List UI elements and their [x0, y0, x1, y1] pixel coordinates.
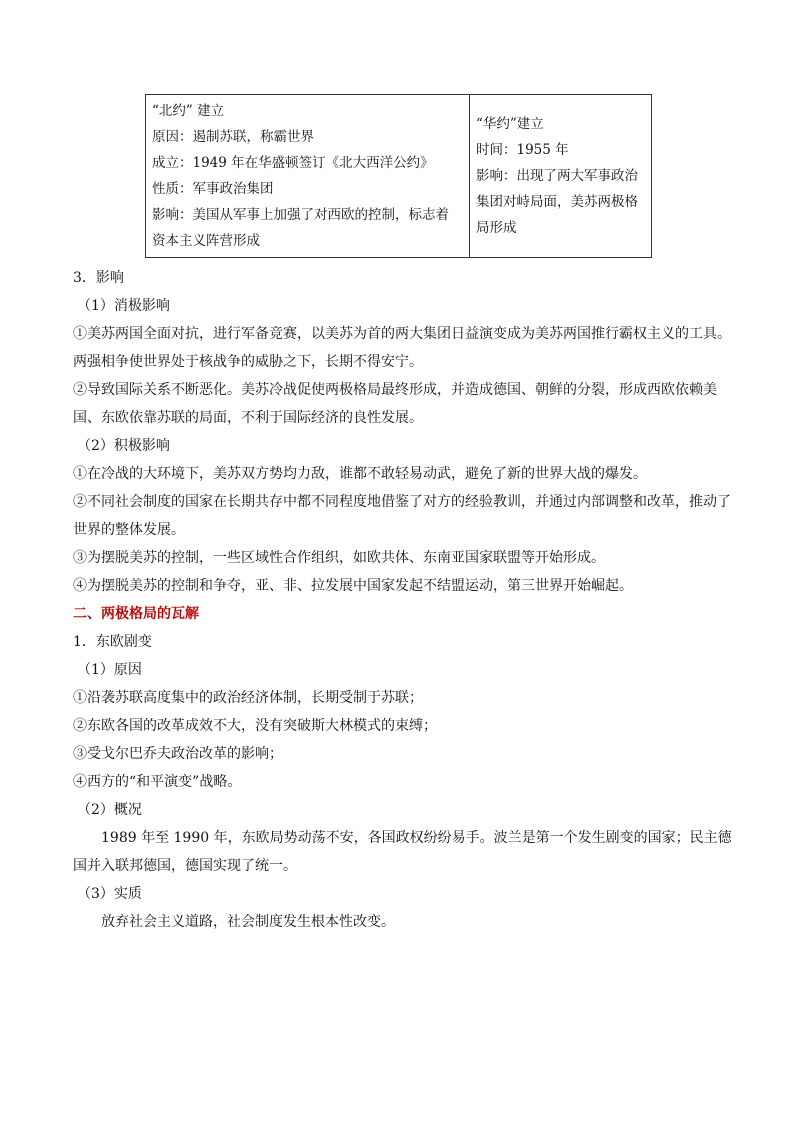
nato-cell	[146, 95, 470, 258]
positive-impact-2: ②不同社会制度的国家在长期共存中都不同程度地借鉴了对方的经验教训，并通过内部调整和改革，推动了世界的整体发展。	[73, 494, 731, 538]
cause-item-4: ④西方的“和平演变”战略。	[73, 774, 242, 790]
negative-impact-1: ①美苏两国全面对抗，进行军备竞赛，以美苏为首的两大集团日益演变成为美苏两国推行霸权主义的工具。两强相争使世界处于核战争的威胁之下，长期不得安宁。	[73, 326, 731, 370]
causes-heading: （1）原因	[77, 662, 142, 678]
essence-text: 放弃社会主义道路，社会制度发生根本性改变。	[101, 914, 395, 930]
main-content	[73, 264, 733, 936]
cause-item-1: ①沿袭苏联高度集中的政治经济体制，长期受制于苏联；	[73, 690, 423, 706]
nato-nature: 性质：军事政治集团	[152, 181, 274, 197]
warsaw-time: 时间：1955 年	[476, 142, 569, 158]
essence-heading: （3）实质	[77, 886, 142, 902]
section-3-heading: 3．影响	[73, 270, 124, 286]
nato-title: “北约” 建立	[152, 103, 225, 119]
east-europe-heading: 1．东欧剧变	[73, 634, 152, 650]
warsaw-pact-cell	[470, 95, 652, 258]
negative-impact-heading: （1）消极影响	[77, 298, 170, 314]
overview-heading: （2）概况	[77, 802, 142, 818]
cause-item-3: ③受戈尔巴乔夫政治改革的影响；	[73, 746, 283, 762]
nato-cause: 原因：遏制苏联，称霸世界	[152, 129, 314, 145]
nato-impact-cont: 资本主义阵营形成	[152, 233, 260, 249]
alliance-comparison-table	[145, 94, 652, 258]
nato-impact: 影响：美国从军事上加强了对西欧的控制，标志着	[152, 207, 449, 223]
positive-impact-3: ③为摆脱美苏的控制，一些区域性合作组织，如欧共体、东南亚国家联盟等开始形成。	[73, 550, 605, 566]
negative-impact-2: ②导致国际关系不断恶化。美苏冷战促使两极格局最终形成，并造成德国、朝鲜的分裂，形成西欧依赖美国、东欧依靠苏联的局面，不利于国际经济的良性发展。	[73, 382, 717, 426]
cause-item-2: ②东欧各国的改革成效不大，没有突破斯大林模式的束缚；	[73, 718, 437, 734]
warsaw-title: “华约”建立	[476, 116, 544, 132]
nato-founding: 成立：1949 年在华盛顿签订《北大西洋公约》	[152, 155, 434, 171]
positive-impact-heading: （2）积极影响	[77, 438, 170, 454]
table-row	[146, 95, 652, 258]
positive-impact-1: ①在冷战的大环境下，美苏双方势均力敌，谁都不敢轻易动武，避免了新的世界大战的爆发。	[73, 466, 647, 482]
warsaw-impact: 影响：出现了两大军事政治集团对峙局面，美苏两极格局形成	[476, 168, 638, 236]
part-2-heading: 二、两极格局的瓦解	[73, 606, 199, 622]
overview-text: 1989 年至 1990 年，东欧局势动荡不安，各国政权纷纷易手。波兰是第一个发生剧变的国家；民主德国并入联邦德国，德国实现了统一。	[73, 830, 732, 874]
positive-impact-4: ④为摆脱美苏的控制和争夺，亚、非、拉发展中国家发起不结盟运动，第三世界开始崛起。	[73, 578, 633, 594]
